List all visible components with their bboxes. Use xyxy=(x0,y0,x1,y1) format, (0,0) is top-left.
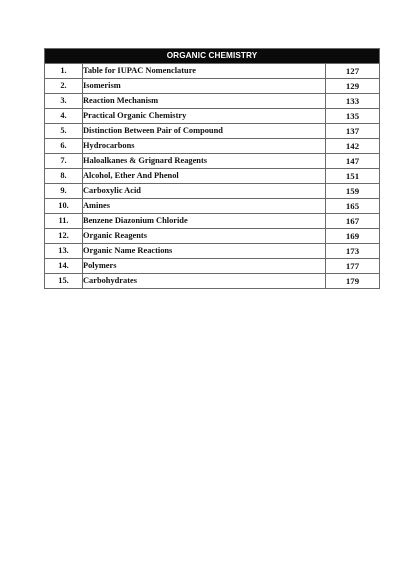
table-row xyxy=(45,199,380,214)
section-title: ORGANIC CHEMISTRY xyxy=(45,49,380,64)
table-row xyxy=(45,184,380,199)
table-row xyxy=(45,94,380,109)
chapter-page-number: 127 xyxy=(326,64,380,79)
chapter-page-number: 177 xyxy=(326,259,380,274)
table-row xyxy=(45,64,380,79)
chapter-number: 14. xyxy=(45,259,83,274)
chapter-topic: Practical Organic Chemistry xyxy=(83,109,326,124)
chapter-page-number: 159 xyxy=(326,184,380,199)
chapter-topic: Reaction Mechanism xyxy=(83,94,326,109)
chapter-number: 4. xyxy=(45,109,83,124)
table-of-contents xyxy=(44,48,380,289)
chapter-number: 9. xyxy=(45,184,83,199)
chapter-page-number: 147 xyxy=(326,154,380,169)
chapter-topic: Amines xyxy=(83,199,326,214)
chapter-topic: Isomerism xyxy=(83,79,326,94)
table-row xyxy=(45,79,380,94)
chapter-page-number: 173 xyxy=(326,244,380,259)
chapter-number: 8. xyxy=(45,169,83,184)
chapter-number: 1. xyxy=(45,64,83,79)
table-row xyxy=(45,229,380,244)
chapter-number: 2. xyxy=(45,79,83,94)
chapter-topic: Benzene Diazonium Chloride xyxy=(83,214,326,229)
chapter-number: 10. xyxy=(45,199,83,214)
toc-body xyxy=(45,64,380,289)
table-row xyxy=(45,154,380,169)
chapter-page-number: 169 xyxy=(326,229,380,244)
chapter-number: 5. xyxy=(45,124,83,139)
table-row xyxy=(45,109,380,124)
chapter-topic: Alcohol, Ether And Phenol xyxy=(83,169,326,184)
chapter-topic: Table for IUPAC Nomenclature xyxy=(83,64,326,79)
chapter-topic: Hydrocarbons xyxy=(83,139,326,154)
chapter-number: 12. xyxy=(45,229,83,244)
chapter-number: 13. xyxy=(45,244,83,259)
chapter-page-number: 135 xyxy=(326,109,380,124)
chapter-topic: Haloalkanes & Grignard Reagents xyxy=(83,154,326,169)
chapter-topic: Carbohydrates xyxy=(83,274,326,289)
table-row xyxy=(45,214,380,229)
table-row xyxy=(45,139,380,154)
chapter-page-number: 137 xyxy=(326,124,380,139)
chapter-topic: Polymers xyxy=(83,259,326,274)
toc-header-row xyxy=(45,49,380,64)
chapter-page-number: 179 xyxy=(326,274,380,289)
chapter-page-number: 165 xyxy=(326,199,380,214)
chapter-page-number: 133 xyxy=(326,94,380,109)
chapter-topic: Organic Reagents xyxy=(83,229,326,244)
chapter-number: 11. xyxy=(45,214,83,229)
chapter-topic: Carboxylic Acid xyxy=(83,184,326,199)
chapter-page-number: 167 xyxy=(326,214,380,229)
chapter-number: 6. xyxy=(45,139,83,154)
chapter-number: 7. xyxy=(45,154,83,169)
chapter-topic: Organic Name Reactions xyxy=(83,244,326,259)
table-row xyxy=(45,274,380,289)
table-row xyxy=(45,169,380,184)
chapter-page-number: 129 xyxy=(326,79,380,94)
chapter-topic: Distinction Between Pair of Compound xyxy=(83,124,326,139)
table-row xyxy=(45,124,380,139)
table-row xyxy=(45,259,380,274)
chapter-page-number: 142 xyxy=(326,139,380,154)
chapter-number: 15. xyxy=(45,274,83,289)
chapter-page-number: 151 xyxy=(326,169,380,184)
chapter-number: 3. xyxy=(45,94,83,109)
table-row xyxy=(45,244,380,259)
